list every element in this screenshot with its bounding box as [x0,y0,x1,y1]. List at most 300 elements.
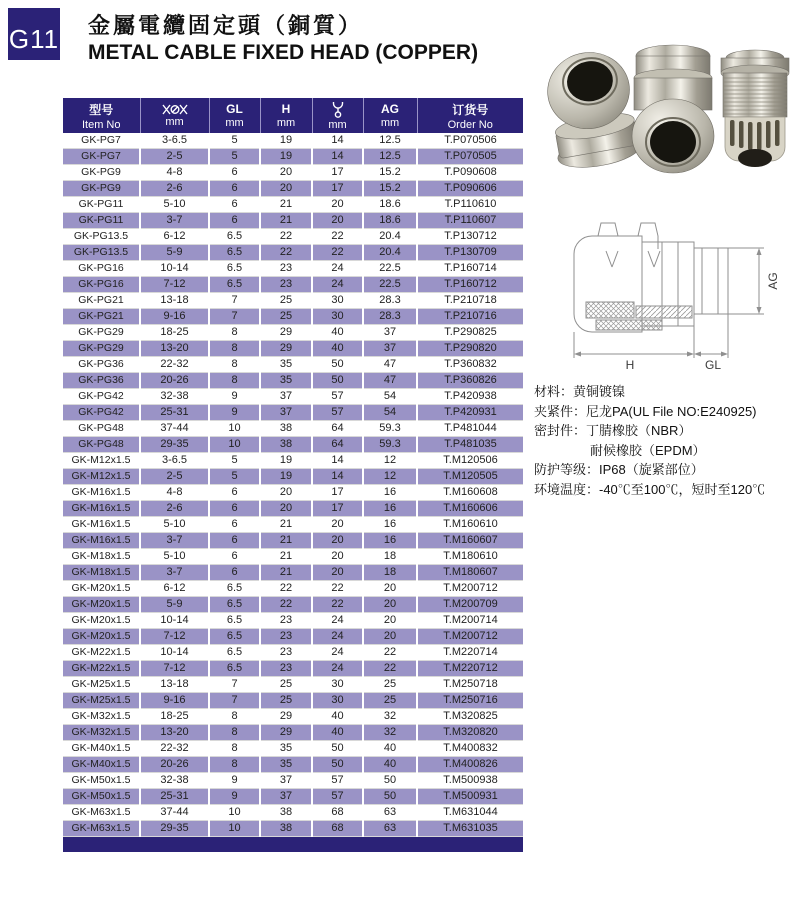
clamp-range-cell: 25-31 [140,789,209,805]
h-cell: 35 [260,373,312,389]
h-cell: 21 [260,213,312,229]
item-no-cell: GK-PG13.5 [63,245,140,261]
clamp-range-cell: 2-6 [140,181,209,197]
h-cell: 38 [260,421,312,437]
order-no-cell: T.M160608 [417,485,523,501]
table-row [63,725,523,741]
table-row [63,181,523,197]
gl-cell: 6 [209,213,260,229]
section-code-badge: G11 [8,8,60,60]
gl-cell: 8 [209,709,260,725]
spanner-cell: 64 [312,437,363,453]
gl-cell: 8 [209,725,260,741]
order-no-cell: T.M400826 [417,757,523,773]
h-cell: 20 [260,501,312,517]
table-row [63,565,523,581]
spanner-cell: 24 [312,261,363,277]
ag-cell: 16 [363,517,417,533]
clamp-range-cell: 25-31 [140,405,209,421]
table-row [63,581,523,597]
col-order-no: 订货号 Order No [417,98,523,133]
gland-middle [632,45,714,173]
spanner-cell: 14 [312,133,363,149]
order-no-cell: T.P160712 [417,277,523,293]
gl-cell: 6.5 [209,581,260,597]
spanner-cell: 50 [312,757,363,773]
gl-cell: 6 [209,501,260,517]
ag-cell: 15.2 [363,165,417,181]
clamp-range-cell: 7-12 [140,661,209,677]
h-cell: 29 [260,709,312,725]
order-no-cell: T.M631035 [417,821,523,837]
h-cell: 37 [260,773,312,789]
ag-cell: 22.5 [363,261,417,277]
ag-cell: 12.5 [363,149,417,165]
item-no-cell: GK-M16x1.5 [63,533,140,549]
item-no-cell: GK-M12x1.5 [63,469,140,485]
ag-cell: 37 [363,341,417,357]
clamp-range-cell: 7-12 [140,629,209,645]
gl-cell: 6 [209,533,260,549]
spanner-cell: 20 [312,517,363,533]
h-cell: 23 [260,645,312,661]
item-no-cell: GK-M63x1.5 [63,805,140,821]
table-row [63,741,523,757]
order-no-cell: T.P210718 [417,293,523,309]
clamp-range-cell: 13-20 [140,725,209,741]
ag-cell: 54 [363,405,417,421]
spanner-cell: 30 [312,677,363,693]
item-no-cell: GK-M25x1.5 [63,693,140,709]
ag-cell: 28.3 [363,293,417,309]
spanner-cell: 20 [312,197,363,213]
spanner-cell: 20 [312,565,363,581]
order-no-cell: T.P110610 [417,197,523,213]
table-row [63,373,523,389]
h-cell: 37 [260,789,312,805]
order-no-cell: T.M180610 [417,549,523,565]
table-row [63,693,523,709]
order-no-cell: T.M220712 [417,661,523,677]
table-row [63,501,523,517]
table-row [63,309,523,325]
table-row [63,821,523,837]
item-no-cell: GK-M32x1.5 [63,709,140,725]
table-row [63,709,523,725]
h-cell: 22 [260,581,312,597]
spec-seal-part: 密封件：丁腈橡胶（NBR） [534,423,692,438]
order-no-cell: T.P210716 [417,309,523,325]
spanner-cell: 30 [312,309,363,325]
order-no-cell: T.M200714 [417,613,523,629]
order-no-cell: T.M500938 [417,773,523,789]
spanner-cell: 20 [312,549,363,565]
spanner-cell: 14 [312,453,363,469]
spec-table-body [63,133,523,837]
gl-cell: 7 [209,309,260,325]
table-row [63,597,523,613]
ag-cell: 25 [363,677,417,693]
spanner-cell: 68 [312,805,363,821]
clamp-range-cell: 22-32 [140,357,209,373]
h-cell: 19 [260,133,312,149]
gl-cell: 5 [209,453,260,469]
spanner-cell: 17 [312,501,363,517]
spanner-cell: 64 [312,421,363,437]
table-row [63,293,523,309]
table-row [63,613,523,629]
table-row [63,133,523,149]
gl-cell: 9 [209,389,260,405]
spanner-cell: 57 [312,389,363,405]
ag-cell: 47 [363,357,417,373]
h-cell: 35 [260,757,312,773]
order-no-cell: T.P130709 [417,245,523,261]
item-no-cell: GK-M40x1.5 [63,757,140,773]
gl-cell: 5 [209,149,260,165]
spanner-cell: 24 [312,661,363,677]
ag-cell: 12.5 [363,133,417,149]
item-no-cell: GK-M20x1.5 [63,581,140,597]
diagram-label-gl: GL [704,358,722,371]
item-no-cell: GK-PG21 [63,309,140,325]
spanner-cell: 30 [312,293,363,309]
h-cell: 37 [260,389,312,405]
order-no-cell: T.M250718 [417,677,523,693]
clamp-range-cell: 3-7 [140,213,209,229]
spanner-cell: 14 [312,149,363,165]
table-row [63,261,523,277]
clamp-range-cell: 10-14 [140,613,209,629]
item-no-cell: GK-PG9 [63,165,140,181]
dimension-diagram [566,206,786,371]
ag-cell: 18 [363,549,417,565]
ag-cell: 47 [363,373,417,389]
gl-cell: 8 [209,341,260,357]
h-cell: 19 [260,453,312,469]
gl-cell: 9 [209,405,260,421]
table-row [63,645,523,661]
h-cell: 29 [260,341,312,357]
order-no-cell: T.P481044 [417,421,523,437]
spanner-cell: 17 [312,165,363,181]
clamp-range-cell: 13-18 [140,677,209,693]
spanner-cell: 50 [312,357,363,373]
clamp-range-cell: 5-9 [140,597,209,613]
col-ag: AG mm [363,98,417,133]
gl-cell: 6.5 [209,261,260,277]
spanner-cell: 30 [312,693,363,709]
spec-clamp-part: 夹紧件：尼龙PA(UL File NO:E240925) [534,403,757,419]
ag-cell: 20.4 [363,229,417,245]
item-no-cell: GK-M12x1.5 [63,453,140,469]
item-no-cell: GK-M18x1.5 [63,565,140,581]
order-no-cell: T.P290825 [417,325,523,341]
spanner-cell: 50 [312,373,363,389]
ag-cell: 32 [363,725,417,741]
table-row [63,277,523,293]
col-gl: GL mm [209,98,260,133]
item-no-cell: GK-M16x1.5 [63,501,140,517]
h-cell: 23 [260,613,312,629]
clamp-range-cell: 3-6.5 [140,453,209,469]
gl-cell: 8 [209,741,260,757]
table-row [63,453,523,469]
order-no-cell: T.P290820 [417,341,523,357]
item-no-cell: GK-M40x1.5 [63,741,140,757]
order-no-cell: T.M250716 [417,693,523,709]
ag-cell: 59.3 [363,421,417,437]
ag-cell: 63 [363,821,417,837]
table-row [63,773,523,789]
item-no-cell: GK-PG21 [63,293,140,309]
h-cell: 23 [260,261,312,277]
spanner-cell: 40 [312,325,363,341]
spanner-cell: 20 [312,533,363,549]
col-item-no: 型号 Item No [63,98,140,133]
h-cell: 25 [260,693,312,709]
clamp-range-cell: 4-8 [140,165,209,181]
gl-cell: 9 [209,773,260,789]
clamp-range-cell: 18-25 [140,325,209,341]
table-row [63,341,523,357]
order-no-cell: T.M400832 [417,741,523,757]
h-cell: 25 [260,293,312,309]
spec-ambient-temperature: 环境温度：-40℃至100℃，短时至120℃ [534,481,766,497]
h-cell: 21 [260,565,312,581]
gl-cell: 6 [209,549,260,565]
table-row [63,629,523,645]
table-row [63,421,523,437]
h-cell: 35 [260,357,312,373]
gl-cell: 6 [209,165,260,181]
gl-cell: 8 [209,757,260,773]
gl-cell: 6.5 [209,597,260,613]
table-row [63,757,523,773]
order-no-cell: T.P420931 [417,405,523,421]
table-row [63,661,523,677]
order-no-cell: T.P090608 [417,165,523,181]
ag-cell: 25 [363,693,417,709]
item-no-cell: GK-PG42 [63,405,140,421]
spanner-cell: 40 [312,725,363,741]
spanner-cell: 24 [312,277,363,293]
spanner-cell: 17 [312,485,363,501]
clamp-range-cell: 32-38 [140,773,209,789]
h-cell: 22 [260,229,312,245]
spanner-cell: 22 [312,229,363,245]
table-row [63,405,523,421]
clamp-range-cell: 20-26 [140,757,209,773]
clamp-range-cell: 20-26 [140,373,209,389]
table-footer-bar [63,837,523,852]
table-row [63,549,523,565]
h-cell: 29 [260,725,312,741]
clamp-range-cell: 37-44 [140,421,209,437]
table-row [63,357,523,373]
clamp-range-cell: 4-8 [140,485,209,501]
h-cell: 21 [260,517,312,533]
spec-protection-class: 防护等级：IP68（旋紧部位） [534,462,704,477]
spanner-cell: 68 [312,821,363,837]
order-no-cell: T.M500931 [417,789,523,805]
item-no-cell: GK-PG48 [63,421,140,437]
gl-cell: 6 [209,565,260,581]
diagram-label-h: H [625,358,635,371]
h-cell: 20 [260,181,312,197]
table-row [63,805,523,821]
spec-table-header [63,98,523,133]
item-no-cell: GK-PG11 [63,213,140,229]
item-no-cell: GK-PG29 [63,341,140,357]
order-no-cell: T.M160606 [417,501,523,517]
ag-cell: 22 [363,661,417,677]
table-row [63,677,523,693]
h-cell: 20 [260,485,312,501]
gl-cell: 5 [209,133,260,149]
table-row [63,245,523,261]
spanner-cell: 14 [312,469,363,485]
item-no-cell: GK-PG13.5 [63,229,140,245]
table-row [63,165,523,181]
item-no-cell: GK-M22x1.5 [63,645,140,661]
gl-cell: 6.5 [209,613,260,629]
item-no-cell: GK-PG16 [63,277,140,293]
item-no-cell: GK-PG29 [63,325,140,341]
clamp-range-cell: 10-14 [140,645,209,661]
table-row [63,325,523,341]
clamp-range-cell: 2-5 [140,149,209,165]
ag-cell: 22 [363,645,417,661]
gl-cell: 6.5 [209,245,260,261]
product-photo [544,40,796,178]
spanner-cell: 40 [312,709,363,725]
ag-cell: 32 [363,709,417,725]
order-no-cell: T.P420938 [417,389,523,405]
order-no-cell: T.P070505 [417,149,523,165]
item-no-cell: GK-PG48 [63,437,140,453]
h-cell: 25 [260,677,312,693]
item-no-cell: GK-PG42 [63,389,140,405]
spanner-cell: 22 [312,581,363,597]
order-no-cell: T.M320820 [417,725,523,741]
ag-cell: 20 [363,597,417,613]
h-cell: 23 [260,629,312,645]
h-cell: 22 [260,245,312,261]
ag-cell: 28.3 [363,309,417,325]
clamp-range-cell: 13-20 [140,341,209,357]
h-cell: 21 [260,197,312,213]
ag-cell: 40 [363,741,417,757]
clamp-range-cell: 32-38 [140,389,209,405]
ag-cell: 59.3 [363,437,417,453]
h-cell: 19 [260,469,312,485]
item-no-cell: GK-PG11 [63,197,140,213]
gl-cell: 6.5 [209,229,260,245]
item-no-cell: GK-M20x1.5 [63,629,140,645]
item-no-cell: GK-M50x1.5 [63,773,140,789]
h-cell: 37 [260,405,312,421]
spanner-cell: 57 [312,773,363,789]
order-no-cell: T.M200712 [417,629,523,645]
order-no-cell: T.M180607 [417,565,523,581]
item-no-cell: GK-M18x1.5 [63,549,140,565]
gl-cell: 10 [209,805,260,821]
ag-cell: 16 [363,485,417,501]
order-no-cell: T.M320825 [417,709,523,725]
page-title-english: METAL CABLE FIXED HEAD (COPPER) [88,41,479,65]
spanner-cell: 24 [312,645,363,661]
gl-cell: 6.5 [209,277,260,293]
item-no-cell: GK-PG7 [63,149,140,165]
table-row [63,517,523,533]
spec-table [63,98,523,852]
item-no-cell: GK-M25x1.5 [63,677,140,693]
clamp-range-cell: 5-9 [140,245,209,261]
ag-cell: 18.6 [363,197,417,213]
wrench-icon [331,101,345,118]
clamp-range-cell: 5-10 [140,197,209,213]
order-no-cell: T.M120505 [417,469,523,485]
spanner-cell: 57 [312,405,363,421]
clamp-range-cell: 3-7 [140,565,209,581]
gl-cell: 10 [209,821,260,837]
h-cell: 29 [260,325,312,341]
ag-cell: 12 [363,453,417,469]
order-no-cell: T.P110607 [417,213,523,229]
clamp-range-cell: 3-7 [140,533,209,549]
clamp-range-cell: 7-12 [140,277,209,293]
clamp-range-cell: 2-5 [140,469,209,485]
ag-cell: 37 [363,325,417,341]
ag-cell: 40 [363,757,417,773]
clamp-range-cell: 37-44 [140,805,209,821]
gl-cell: 6.5 [209,645,260,661]
ag-cell: 18 [363,565,417,581]
clamp-range-cell: 2-6 [140,501,209,517]
h-cell: 38 [260,805,312,821]
gl-cell: 8 [209,325,260,341]
order-no-cell: T.M160607 [417,533,523,549]
page-header [88,13,478,65]
gl-cell: 8 [209,373,260,389]
table-row [63,485,523,501]
spanner-cell: 40 [312,341,363,357]
gl-cell: 6 [209,485,260,501]
gl-cell: 10 [209,421,260,437]
table-row [63,213,523,229]
gl-cell: 7 [209,677,260,693]
item-no-cell: GK-M50x1.5 [63,789,140,805]
ag-cell: 15.2 [363,181,417,197]
spanner-cell: 20 [312,213,363,229]
gl-cell: 5 [209,469,260,485]
table-row [63,197,523,213]
item-no-cell: GK-M22x1.5 [63,661,140,677]
item-no-cell: GK-PG36 [63,373,140,389]
gl-cell: 6.5 [209,661,260,677]
cable-diameter-icon [162,104,188,115]
order-no-cell: T.M120506 [417,453,523,469]
clamp-range-cell: 29-35 [140,821,209,837]
order-no-cell: T.M220714 [417,645,523,661]
gl-cell: 9 [209,789,260,805]
table-row [63,469,523,485]
clamp-range-cell: 18-25 [140,709,209,725]
gl-cell: 6 [209,197,260,213]
table-row [63,437,523,453]
table-row [63,389,523,405]
